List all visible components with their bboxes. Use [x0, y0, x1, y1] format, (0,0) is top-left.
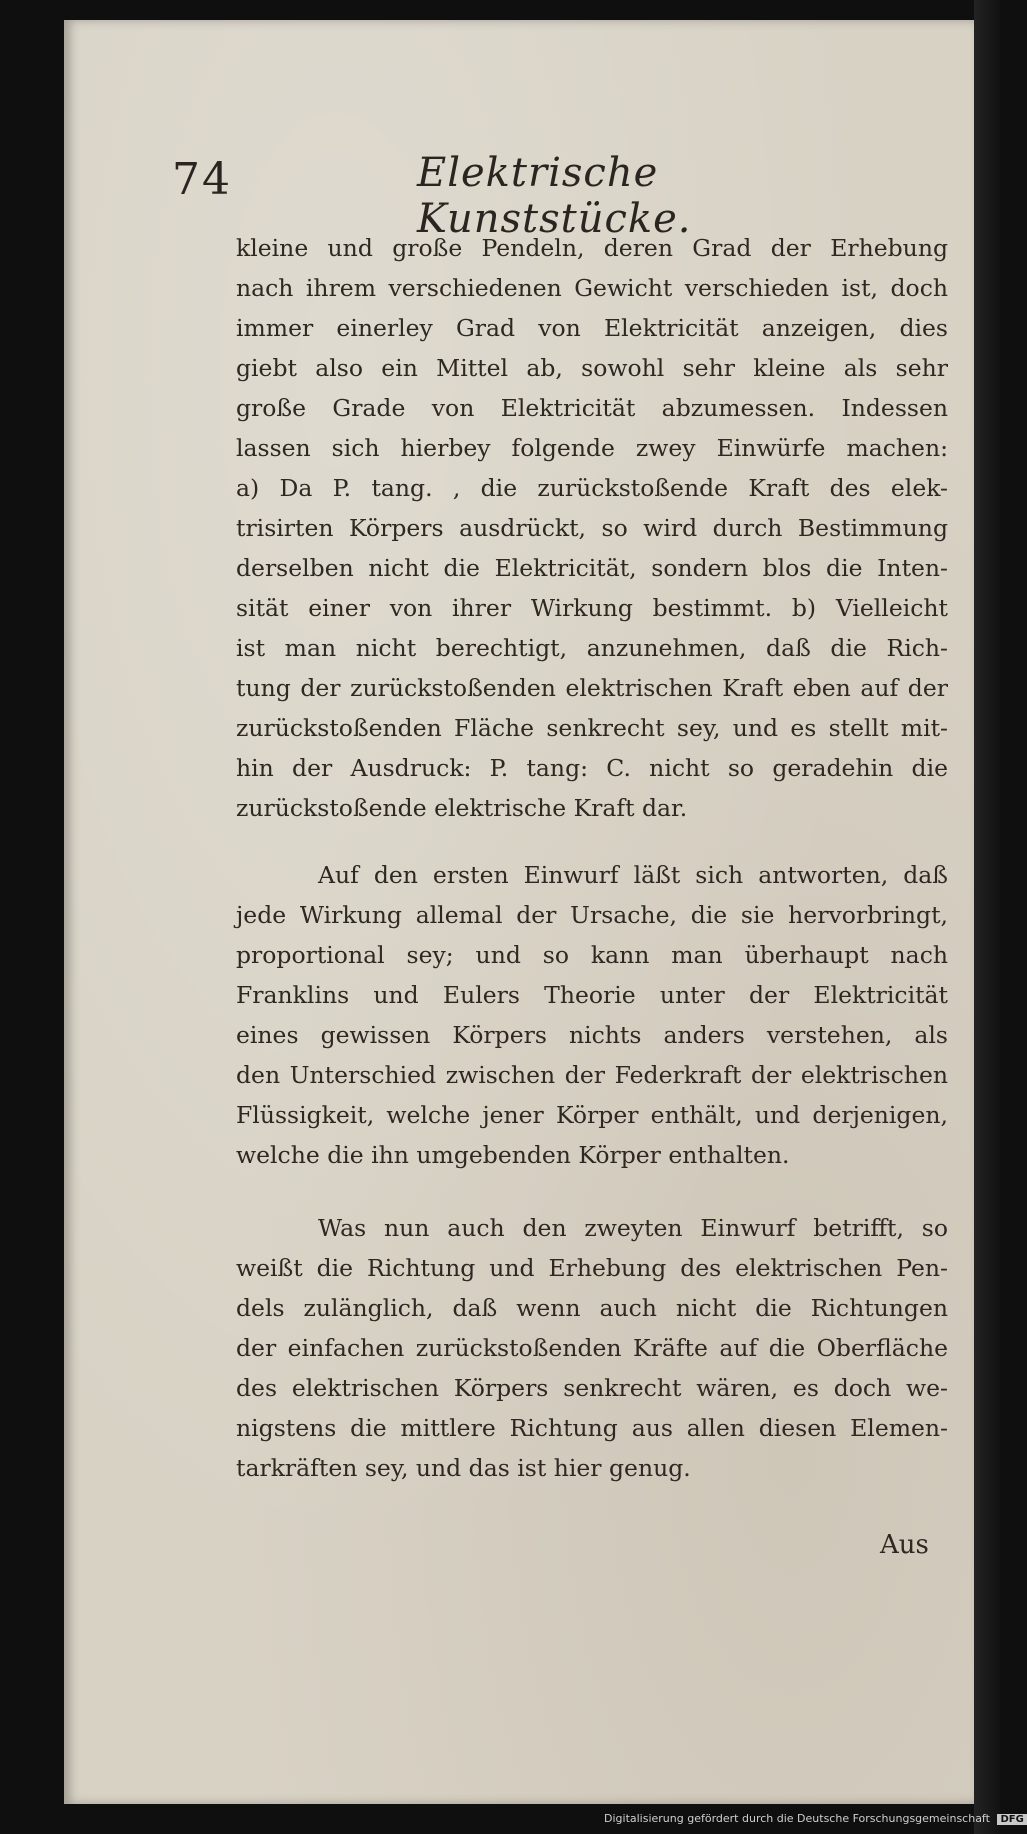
- text-line: ist man nicht berechtigt, anzunehmen, daß die Rich-: [236, 634, 948, 662]
- text-line: des elektrischen Körpers senkrecht wären, es doch we-: [236, 1374, 948, 1402]
- dfg-logo: DFG: [997, 1814, 1026, 1825]
- text-line: immer einerley Grad von Elektricität anzeigen, dies: [236, 314, 948, 342]
- paragraph-3: [236, 1208, 948, 1488]
- page-number: 74: [172, 154, 232, 205]
- text-line: welche die ihn umgebenden Körper enthalten.: [236, 1141, 790, 1169]
- text-line: dels zulänglich, daß wenn auch nicht die Richtungen: [236, 1294, 948, 1322]
- text-line: nigstens die mittlere Richtung aus allen diesen Elemen-: [236, 1414, 948, 1442]
- text-line: sität einer von ihrer Wirkung bestimmt. b) Vielleicht: [236, 594, 948, 622]
- text-line: der einfachen zurückstoßenden Kräfte auf die Oberfläche: [236, 1334, 948, 1362]
- catchword: Aus: [880, 1530, 929, 1560]
- text-line: zurückstoßenden Fläche senkrecht sey, und es stellt mit-: [236, 714, 948, 742]
- book-spine: [974, 0, 1000, 1834]
- text-line: derselben nicht die Elektricität, sondern blos die Inten-: [236, 554, 948, 582]
- text-line: a) Da P. tang. , die zurückstoßende Kraft des elek-: [236, 474, 948, 502]
- paragraph-2: [236, 855, 948, 1175]
- text-line: Auf den ersten Einwurf läßt sich antworten, daß: [318, 861, 948, 889]
- text-line: proportional sey; und so kann man überhaupt nach: [236, 941, 948, 969]
- digitization-footer: [604, 1812, 1027, 1832]
- text-line: eines gewissen Körpers nichts anders verstehen, als: [236, 1021, 948, 1049]
- paragraph-1: [236, 228, 948, 828]
- page-header: [172, 148, 852, 242]
- text-line: weißt die Richtung und Erhebung des elektrischen Pen-: [236, 1254, 948, 1282]
- text-line: tung der zurückstoßenden elektrischen Kraft eben auf der: [236, 674, 948, 702]
- text-line: trisirten Körpers ausdrückt, so wird durch Bestimmung: [236, 514, 948, 542]
- text-line: Was nun auch den zweyten Einwurf betrifft, so: [318, 1214, 948, 1242]
- footer-text: Digitalisierung gefördert durch die Deutsche Forschungsgemeinschaft: [604, 1812, 990, 1825]
- text-line: Franklins und Eulers Theorie unter der Elektricität: [236, 981, 948, 1009]
- text-line: Flüssigkeit, welche jener Körper enthält, und derjenigen,: [236, 1101, 948, 1129]
- text-line: zurückstoßende elektrische Kraft dar.: [236, 794, 688, 822]
- text-line: nach ihrem verschiedenen Gewicht verschieden ist, doch: [236, 274, 948, 302]
- text-line: den Unterschied zwischen der Federkraft der elektrischen: [236, 1061, 948, 1089]
- text-line: lassen sich hierbey folgende zwey Einwürfe machen:: [236, 434, 948, 462]
- text-line: hin der Ausdruck: P. tang: C. nicht so geradehin die: [236, 754, 948, 782]
- running-title: Elektrische Kunststücke.: [417, 150, 692, 242]
- text-line: jede Wirkung allemal der Ursache, die sie hervorbringt,: [236, 901, 948, 929]
- text-line: giebt also ein Mittel ab, sowohl sehr kleine als sehr: [236, 354, 948, 382]
- text-line: große Grade von Elektricität abzumessen. Indessen: [236, 394, 948, 422]
- text-line: kleine und große Pendeln, deren Grad der Erhebung: [236, 234, 948, 262]
- text-line: tarkräften sey, und das ist hier genug.: [236, 1454, 691, 1482]
